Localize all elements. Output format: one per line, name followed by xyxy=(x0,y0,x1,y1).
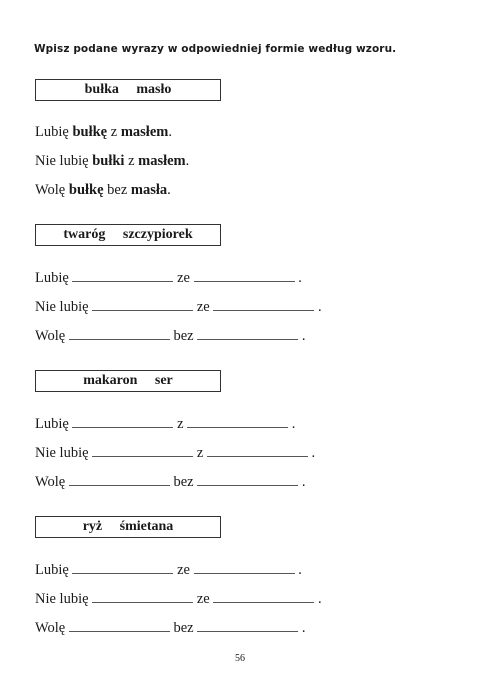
answer-blank[interactable] xyxy=(92,298,193,311)
answer-blank[interactable] xyxy=(72,415,173,428)
answer-blank[interactable] xyxy=(187,415,288,428)
answer-blank[interactable] xyxy=(69,327,170,340)
answer-blank[interactable] xyxy=(197,619,298,632)
page-number: 56 xyxy=(235,653,245,664)
answer-blank[interactable] xyxy=(92,590,193,603)
exercise-3-line-1: Lubię ze . xyxy=(35,562,302,578)
exercise-2-line-2: Nie lubię z . xyxy=(35,445,316,461)
example-line-2: Nie lubię bułki z masłem. xyxy=(35,153,190,169)
exercise-2-word-box: makaron ser xyxy=(35,370,221,392)
example-line-3: Wolę bułkę bez masła. xyxy=(35,182,171,198)
exercise-1-line-2: Nie lubię ze . xyxy=(35,299,322,315)
exercise-1-word-box: twaróg szczypiorek xyxy=(35,224,221,246)
answer-blank[interactable] xyxy=(213,298,314,311)
answer-blank[interactable] xyxy=(72,561,173,574)
answer-blank[interactable] xyxy=(207,444,308,457)
answer-blank[interactable] xyxy=(92,444,193,457)
answer-blank[interactable] xyxy=(197,473,298,486)
exercise-1-line-3: Wolę bez . xyxy=(35,328,306,344)
answer-blank[interactable] xyxy=(194,561,295,574)
answer-blank[interactable] xyxy=(69,619,170,632)
answer-blank[interactable] xyxy=(213,590,314,603)
answer-blank[interactable] xyxy=(72,269,173,282)
answer-blank[interactable] xyxy=(194,269,295,282)
exercise-2-line-3: Wolę bez . xyxy=(35,474,306,490)
answer-blank[interactable] xyxy=(197,327,298,340)
example-word-box: bułka masło xyxy=(35,79,221,101)
exercise-2-line-1: Lubię z . xyxy=(35,416,296,432)
exercise-1-line-1: Lubię ze . xyxy=(35,270,302,286)
exercise-3-line-2: Nie lubię ze . xyxy=(35,591,322,607)
exercise-3-word-box: ryż śmietana xyxy=(35,516,221,538)
example-line-1: Lubię bułkę z masłem. xyxy=(35,124,172,140)
exercise-3-line-3: Wolę bez . xyxy=(35,620,306,636)
answer-blank[interactable] xyxy=(69,473,170,486)
instruction: Wpisz podane wyrazy w odpowiedniej formie według wzoru. xyxy=(34,43,397,55)
